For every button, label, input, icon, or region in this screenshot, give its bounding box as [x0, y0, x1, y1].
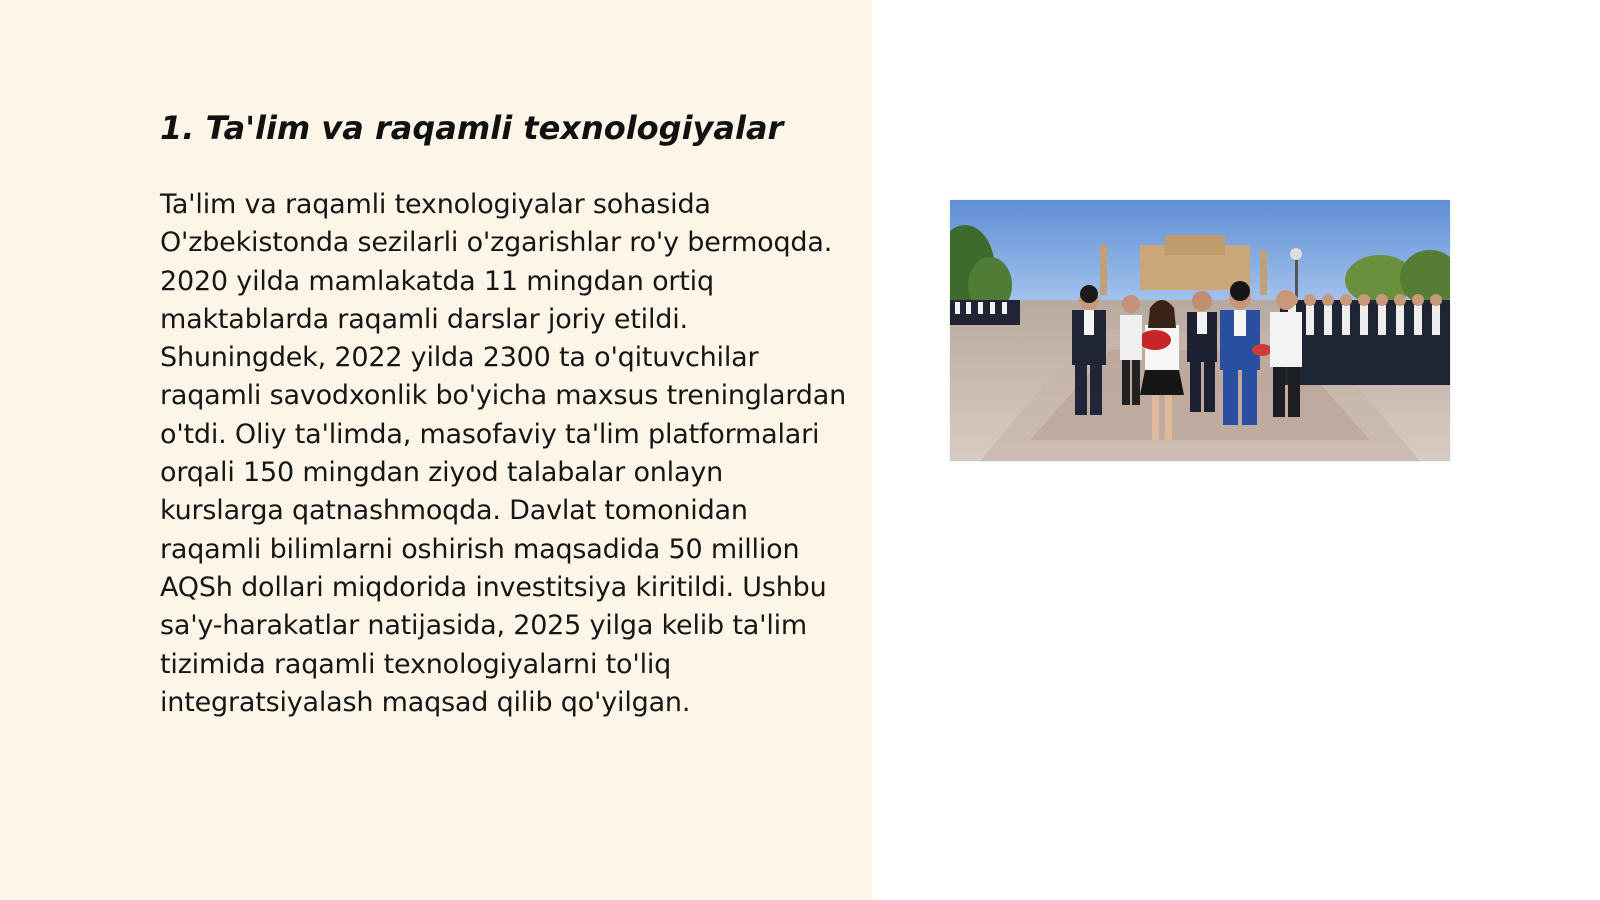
slide-body-text: Ta'lim va raqamli texnologiyalar sohasida O'zbekistonda sezilarli o'zgarishlar ro'y bermoqda. 2020 yilda mamlakatda 11 mingdan ortiq maktablarda raqamli darslar joriy etildi. Shuningdek, 2022 yilda 2300 ta o'qituvchilar raqamli savodxonlik bo'yicha maxsus treninglardan o'tdi. Oliy ta'limda, masofaviy ta'lim platformalari orqali 150 mingdan ziyod talabalar onlayn kurslarga qatnashmoqda. Davlat tomonidan raqamli bilimlarni oshirish maqsadida 50 million AQSh dollari miqdorida investitsiya kiritildi. Ushbu sa'y-harakatlar natijasida, 2025 yilga kelib ta'lim tizimida raqamli texnologiyalarni to'liq integratsiyalash maqsad qilib qo'yilgan. [160, 189, 847, 718]
slide-title: 1. Ta'lim va raqamli texnologiyalar [160, 109, 784, 147]
students-group-photo [950, 200, 1450, 461]
